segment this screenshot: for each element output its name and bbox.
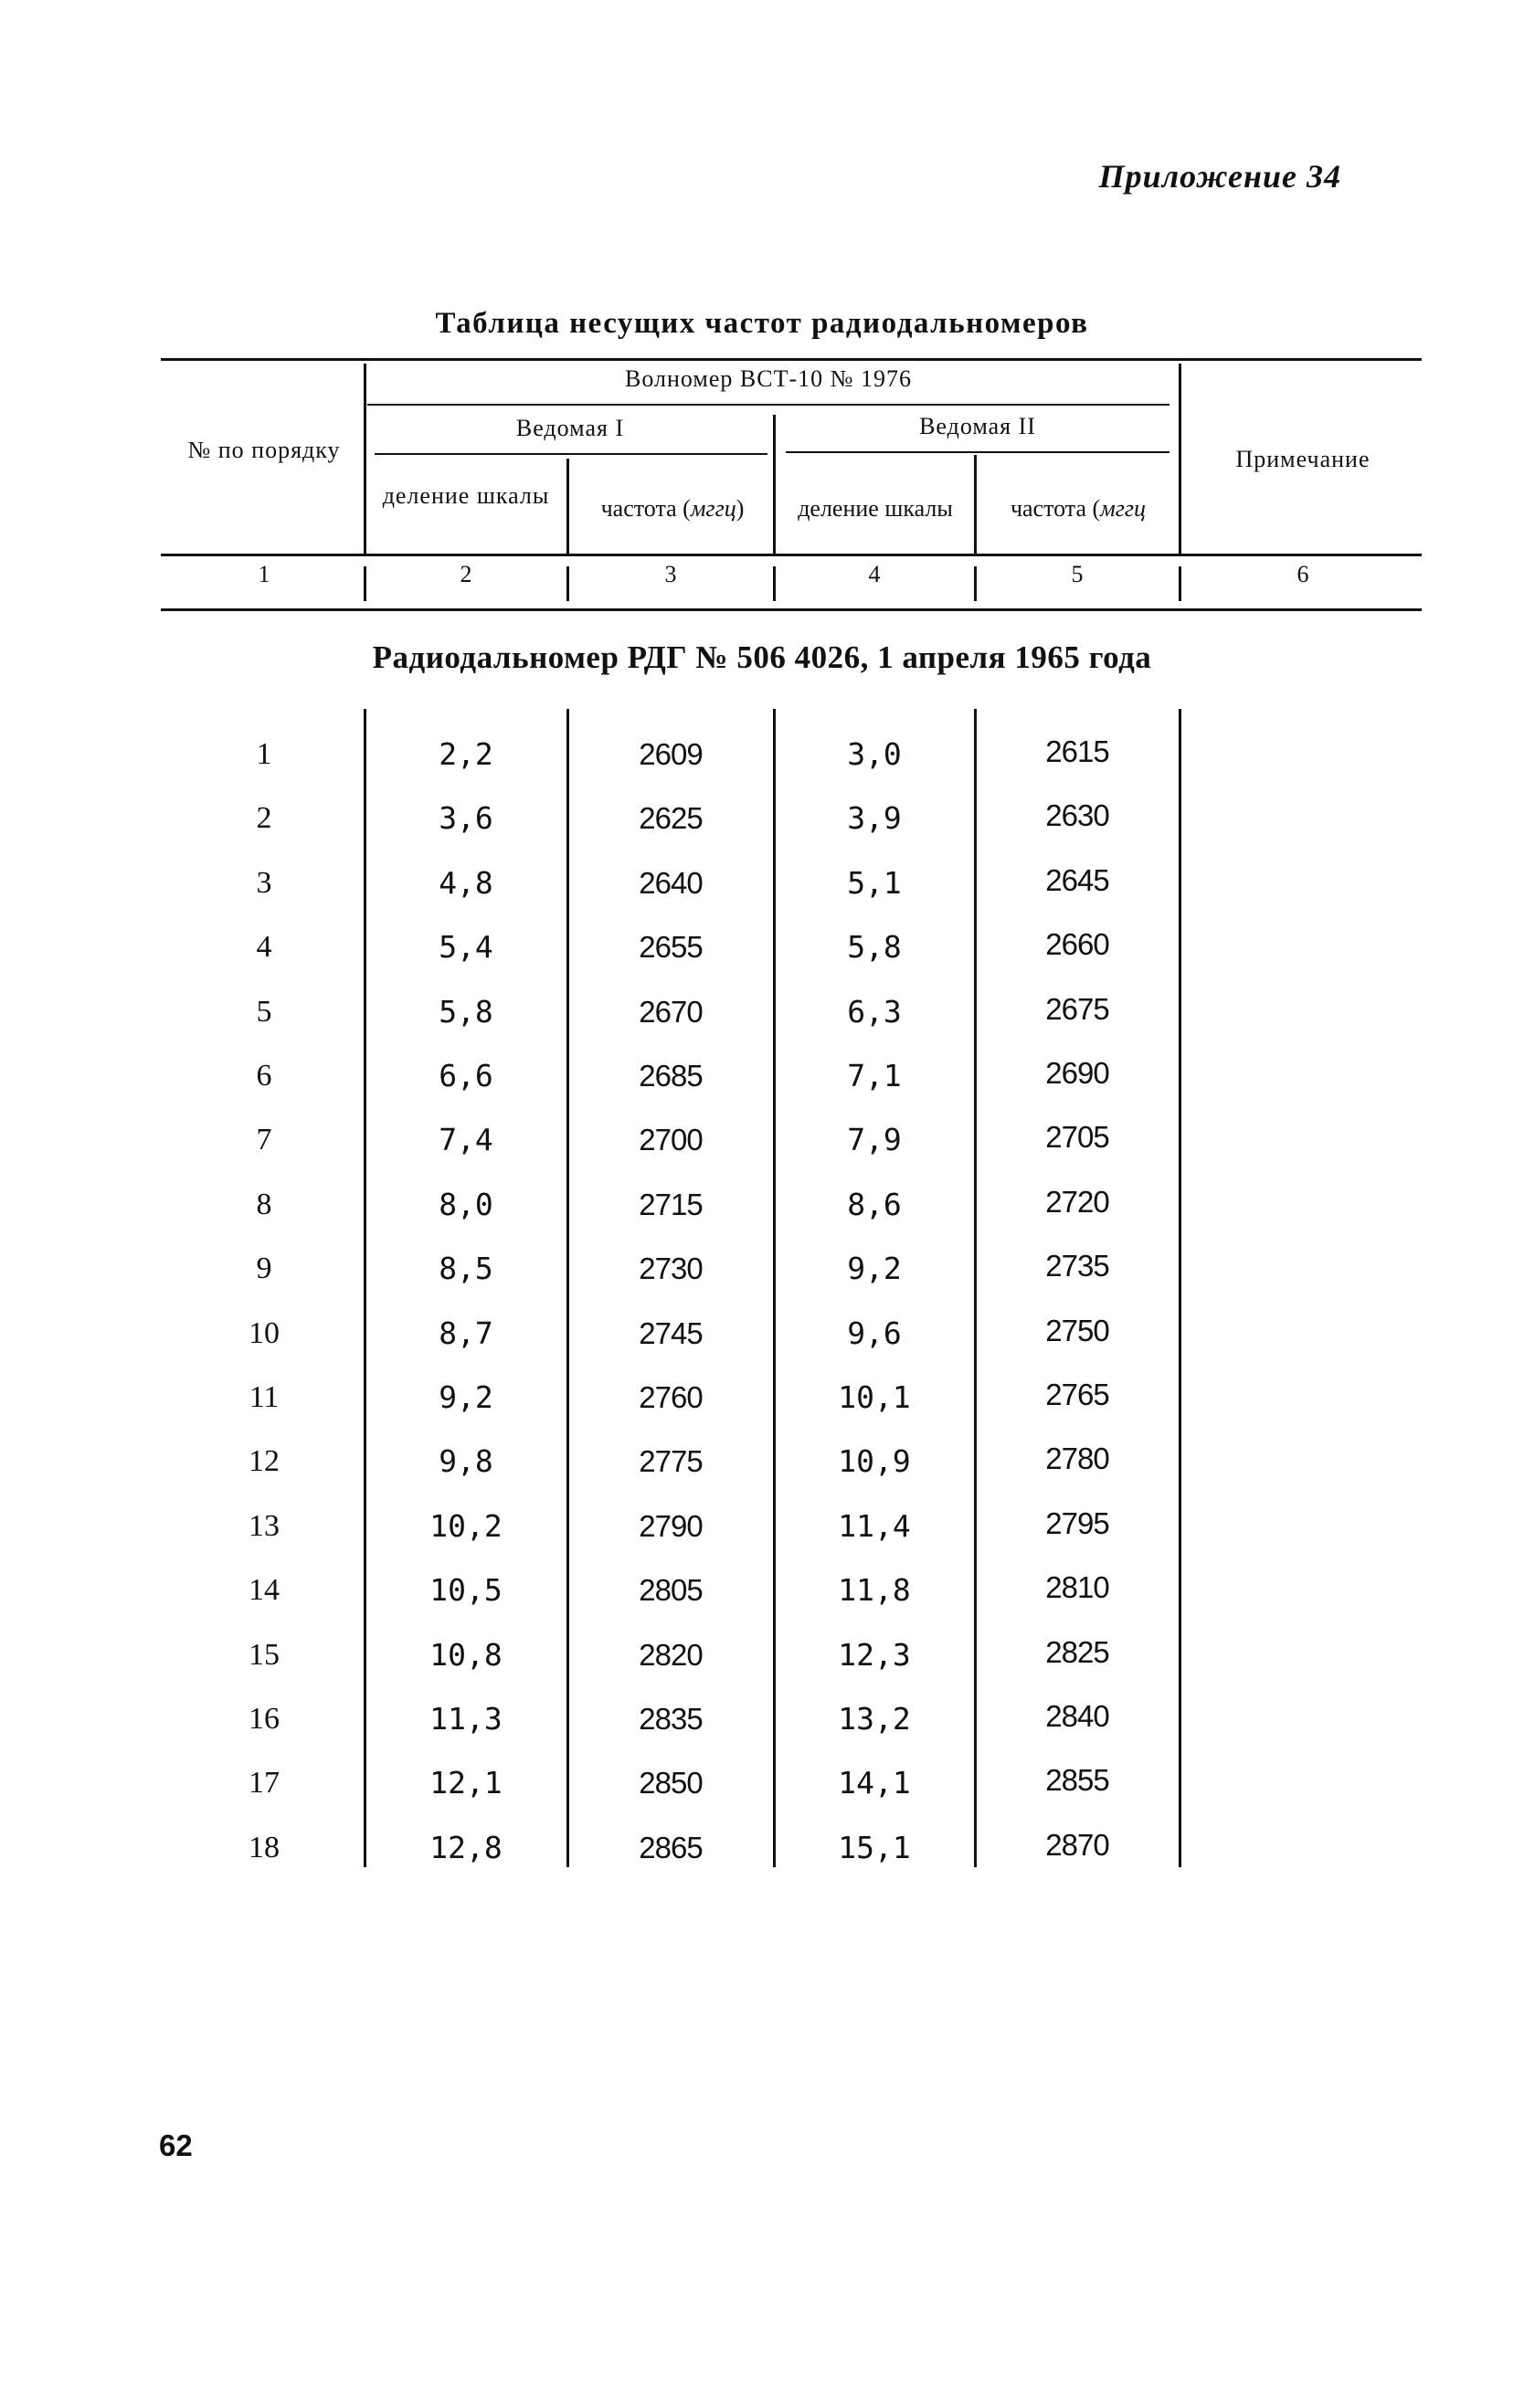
scale-div-1: 9,2 [439, 1379, 493, 1415]
frequency-2: 2750 [1045, 1314, 1109, 1347]
frequency-1: 2775 [639, 1444, 703, 1478]
row-number: 7 [256, 1123, 272, 1156]
scale-div-1: 2,2 [439, 736, 493, 772]
scale-div-2: 7,9 [847, 1122, 902, 1157]
frequency-1: 2715 [639, 1188, 703, 1221]
row-number: 9 [256, 1252, 272, 1285]
row-number: 6 [256, 1059, 272, 1093]
freq2-unit: мггц [1100, 495, 1147, 522]
frequency-1: 2609 [639, 737, 703, 771]
frequency-1: 2760 [639, 1380, 703, 1414]
frequency-2: 2810 [1045, 1570, 1109, 1604]
section-title: Радиодальномер РДГ № 506 4026, 1 апреля 1965 года [372, 639, 1152, 675]
page-number: 62 [159, 2128, 193, 2162]
scale-div-1: 10,8 [429, 1637, 503, 1673]
row-number: 17 [249, 1766, 280, 1800]
frequency-2: 2855 [1045, 1763, 1109, 1797]
scale-div-1: 8,7 [439, 1315, 493, 1351]
row-number: 2 [256, 801, 272, 835]
row-number: 16 [249, 1702, 280, 1736]
scale-div-2: 5,8 [847, 929, 902, 965]
table-title: Таблица несущих частот радиодальномеров [435, 307, 1089, 340]
scale-div-1: 12,8 [429, 1830, 503, 1865]
slave1-underline [375, 453, 767, 455]
slave1-header: Ведомая I [515, 415, 625, 441]
freq2-prefix: частота ( [1010, 495, 1101, 522]
frequency-1: 2730 [639, 1252, 703, 1285]
column-header-freq1 [568, 495, 777, 523]
scale-div-1: 11,3 [429, 1701, 503, 1737]
scale-div-1: 9,8 [439, 1443, 493, 1479]
header-bottom-rule [161, 554, 1422, 556]
scale-div-1: 7,4 [439, 1122, 493, 1157]
body-vline-1 [364, 709, 366, 1867]
scale-div-2: 7,1 [847, 1058, 902, 1093]
scale-div-2: 3,9 [847, 800, 902, 836]
scale-div-1: 6,6 [439, 1058, 493, 1093]
frequency-1: 2625 [639, 801, 703, 835]
frequency-2: 2840 [1045, 1699, 1109, 1733]
scale-div-2: 15,1 [838, 1830, 911, 1865]
scale-div-1: 10,2 [429, 1508, 503, 1544]
colnum-3: 3 [664, 561, 677, 587]
row-number: 18 [249, 1831, 280, 1864]
colnum-bottom-rule [161, 608, 1422, 611]
frequency-1: 2745 [639, 1316, 703, 1350]
scale-div-2: 9,2 [847, 1251, 902, 1286]
scale-div-1: 5,4 [439, 929, 493, 965]
column-header-number: № по порядку [187, 437, 341, 463]
colnum-sep-3 [773, 566, 776, 601]
header-vline-3 [773, 415, 776, 554]
row-number: 11 [249, 1380, 280, 1414]
scale-div-2: 8,6 [847, 1187, 902, 1222]
row-number: 1 [256, 737, 272, 771]
colnum-sep-5 [1179, 566, 1181, 601]
frequency-1: 2640 [639, 866, 703, 900]
frequency-1: 2790 [639, 1509, 703, 1543]
header-vline-5 [1179, 364, 1181, 554]
column-header-scale2: деление шкалы [798, 495, 953, 522]
row-number: 3 [256, 866, 272, 900]
header-vline-1 [364, 364, 366, 554]
scale-div-1: 5,8 [439, 994, 493, 1030]
frequency-2: 2825 [1045, 1635, 1109, 1669]
frequency-2: 2735 [1045, 1249, 1109, 1283]
row-number: 8 [256, 1188, 272, 1221]
colnum-sep-4 [974, 566, 977, 601]
frequency-2: 2660 [1045, 927, 1109, 961]
colnum-sep-2 [566, 566, 569, 601]
table-top-rule [161, 358, 1422, 361]
scale-div-2: 9,6 [847, 1315, 902, 1351]
scale-div-2: 14,1 [838, 1765, 911, 1801]
colnum-2: 2 [460, 561, 472, 587]
row-number: 12 [249, 1444, 280, 1478]
column-header-scale1: деление шкалы [382, 482, 550, 509]
scale-div-2: 6,3 [847, 994, 902, 1030]
frequency-1: 2835 [639, 1702, 703, 1736]
frequency-2: 2630 [1045, 798, 1109, 832]
frequency-2: 2705 [1045, 1120, 1109, 1154]
frequency-1: 2865 [639, 1831, 703, 1864]
frequency-2: 2780 [1045, 1442, 1109, 1475]
scale-div-1: 4,8 [439, 865, 493, 901]
body-vline-4 [974, 709, 977, 1867]
body-vline-3 [773, 709, 776, 1867]
column-header-freq2 [978, 495, 1179, 523]
scale-div-1: 12,1 [429, 1765, 503, 1801]
row-number: 14 [249, 1573, 280, 1607]
freq1-suffix: ) [736, 495, 745, 522]
frequency-1: 2805 [639, 1573, 703, 1607]
colnum-5: 5 [1071, 561, 1084, 587]
slave2-header: Ведомая II [919, 413, 1036, 439]
scale-div-2: 10,9 [838, 1443, 911, 1479]
row-number: 4 [256, 930, 272, 964]
frequency-1: 2655 [639, 930, 703, 964]
freq1-unit: мггц [690, 495, 736, 522]
row-number: 10 [249, 1316, 280, 1350]
wavemeter-header: Волномер ВСТ-10 № 1976 [625, 365, 912, 392]
scale-div-2: 10,1 [838, 1379, 911, 1415]
row-number: 5 [256, 995, 272, 1029]
scale-div-2: 12,3 [838, 1637, 911, 1673]
scale-div-2: 13,2 [838, 1701, 911, 1737]
colnum-4: 4 [868, 561, 881, 587]
row-number: 13 [249, 1509, 280, 1543]
scale-div-2: 11,4 [838, 1508, 911, 1544]
appendix-label: Приложение 34 [1098, 158, 1341, 195]
frequency-2: 2615 [1045, 734, 1109, 768]
frequency-1: 2850 [639, 1766, 703, 1800]
body-vline-5 [1179, 709, 1181, 1867]
slave2-underline [786, 451, 1169, 453]
wavemeter-underline [367, 404, 1169, 406]
frequency-2: 2690 [1045, 1056, 1109, 1090]
frequency-2: 2795 [1045, 1506, 1109, 1540]
frequency-2: 2720 [1045, 1185, 1109, 1219]
scale-div-1: 3,6 [439, 800, 493, 836]
frequency-1: 2685 [639, 1059, 703, 1093]
column-header-note: Примечание [1235, 446, 1371, 472]
freq1-prefix: частота ( [600, 495, 691, 522]
body-vline-2 [566, 709, 569, 1867]
scale-div-1: 8,5 [439, 1251, 493, 1286]
colnum-1: 1 [258, 561, 270, 587]
frequency-2: 2870 [1045, 1828, 1109, 1862]
scale-div-1: 8,0 [439, 1187, 493, 1222]
frequency-2: 2765 [1045, 1378, 1109, 1411]
frequency-2: 2675 [1045, 992, 1109, 1026]
colnum-6: 6 [1296, 561, 1309, 587]
frequency-1: 2670 [639, 995, 703, 1029]
scale-div-2: 5,1 [847, 865, 902, 901]
row-number: 15 [249, 1638, 280, 1672]
frequency-1: 2820 [639, 1638, 703, 1672]
scale-div-1: 10,5 [429, 1572, 503, 1608]
frequency-2: 2645 [1045, 863, 1109, 897]
scale-div-2: 11,8 [838, 1572, 911, 1608]
scale-div-2: 3,0 [847, 736, 902, 772]
frequency-1: 2700 [639, 1123, 703, 1156]
colnum-sep-1 [364, 566, 366, 601]
